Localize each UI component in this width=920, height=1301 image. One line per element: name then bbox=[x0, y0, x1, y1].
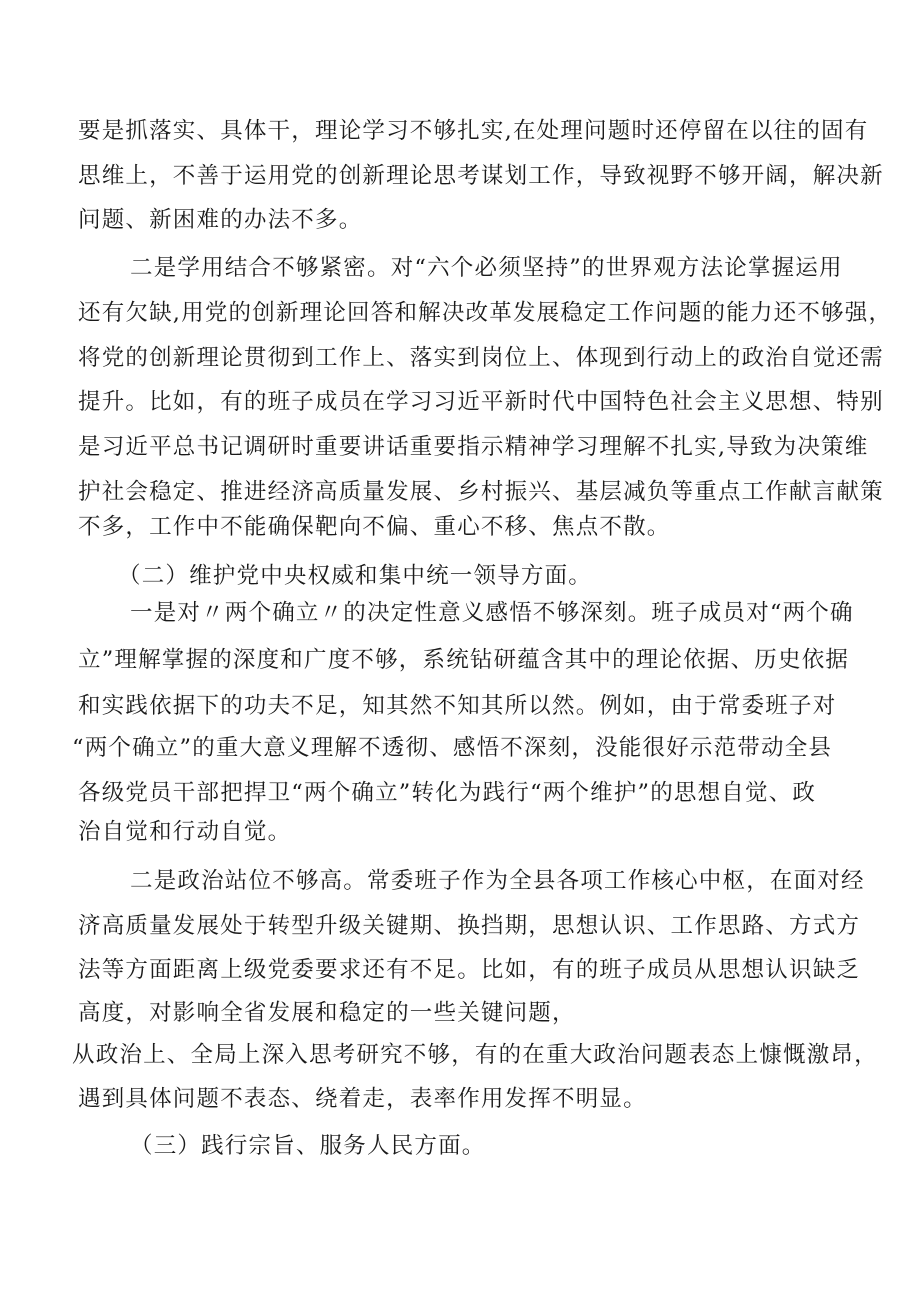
text-line: 从政治上、全局上深入思考研究不够，有的在重大政治问题表态上慷慨激昂， bbox=[72, 1042, 878, 1068]
text-line: 护社会稳定、推进经济高质量发展、乡村振兴、基层减负等重点工作献言献策 bbox=[78, 479, 884, 505]
text-line: 是习近平总书记调研时重要讲话重要指示精神学习理解不扎实,导致为决策维 bbox=[78, 434, 869, 460]
text-line: 治自觉和行动自觉。 bbox=[78, 819, 292, 845]
paragraph-start: 一是对〃两个确立〃的决定性意义感悟不够深刻。班子成员对“两个确 bbox=[130, 600, 854, 626]
section-heading: （二）维护党中央权威和集中统一领导方面。 bbox=[118, 563, 593, 589]
text-line: 要是抓落实、具体干，理论学习不够扎实,在处理问题时还停留在以往的固有 bbox=[78, 118, 869, 144]
text-line: 问题、新困难的办法不多。 bbox=[78, 207, 363, 233]
text-line: 提升。比如，有的班子成员在学习习近平新时代中国特色社会主义思想、特别 bbox=[78, 389, 884, 415]
text-line: 不多，工作中不能确保靶向不偏、重心不移、焦点不散。 bbox=[78, 514, 671, 540]
paragraph-start: 二是政治站位不够高。常委班子作为全县各项工作核心中枢，在面对经 bbox=[130, 868, 865, 894]
text-line: 还有欠缺,用党的创新理论回答和解决改革发展稳定工作问题的能力还不够强， bbox=[78, 300, 893, 326]
text-line: 各级党员干部把捍卫“两个确立”转化为践行“两个维护”的思想自觉、政 bbox=[78, 780, 817, 806]
text-line: 和实践依据下的功夫不足，知其然不知其所以然。例如，由于常委班子对 bbox=[78, 693, 837, 719]
section-heading: （三）践行宗旨、服务人民方面。 bbox=[130, 1133, 486, 1159]
text-line: “两个确立”的重大意义理解不透彻、感悟不深刻，没能很好示范带动全县 bbox=[72, 735, 833, 761]
text-line: 立”理解掌握的深度和广度不够，系统钻研蕴含其中的理论依据、历史依据 bbox=[78, 647, 850, 673]
text-line: 思维上，不善于运用党的创新理论思考谋划工作，导致视野不够开阔，解决新 bbox=[78, 163, 884, 189]
text-line: 遇到具体问题不表态、绕着走，表率作用发挥不明显。 bbox=[78, 1086, 647, 1112]
text-line: 高度，对影响全省发展和稳定的一些关键问题， bbox=[78, 1000, 576, 1026]
text-line: 济高质量发展处于转型升级关键期、换挡期，思想认识、工作思路、方式方 bbox=[78, 913, 861, 939]
text-line: 法等方面距离上级党委要求还有不足。比如，有的班子成员从思想认识缺乏 bbox=[78, 957, 861, 983]
text-line: 将党的创新理论贯彻到工作上、落实到岗位上、体现到行动上的政治自觉还需 bbox=[78, 345, 884, 371]
paragraph-start: 二是学用结合不够紧密。对“六个必须坚持”的世界观方法论掌握运用 bbox=[130, 255, 843, 281]
